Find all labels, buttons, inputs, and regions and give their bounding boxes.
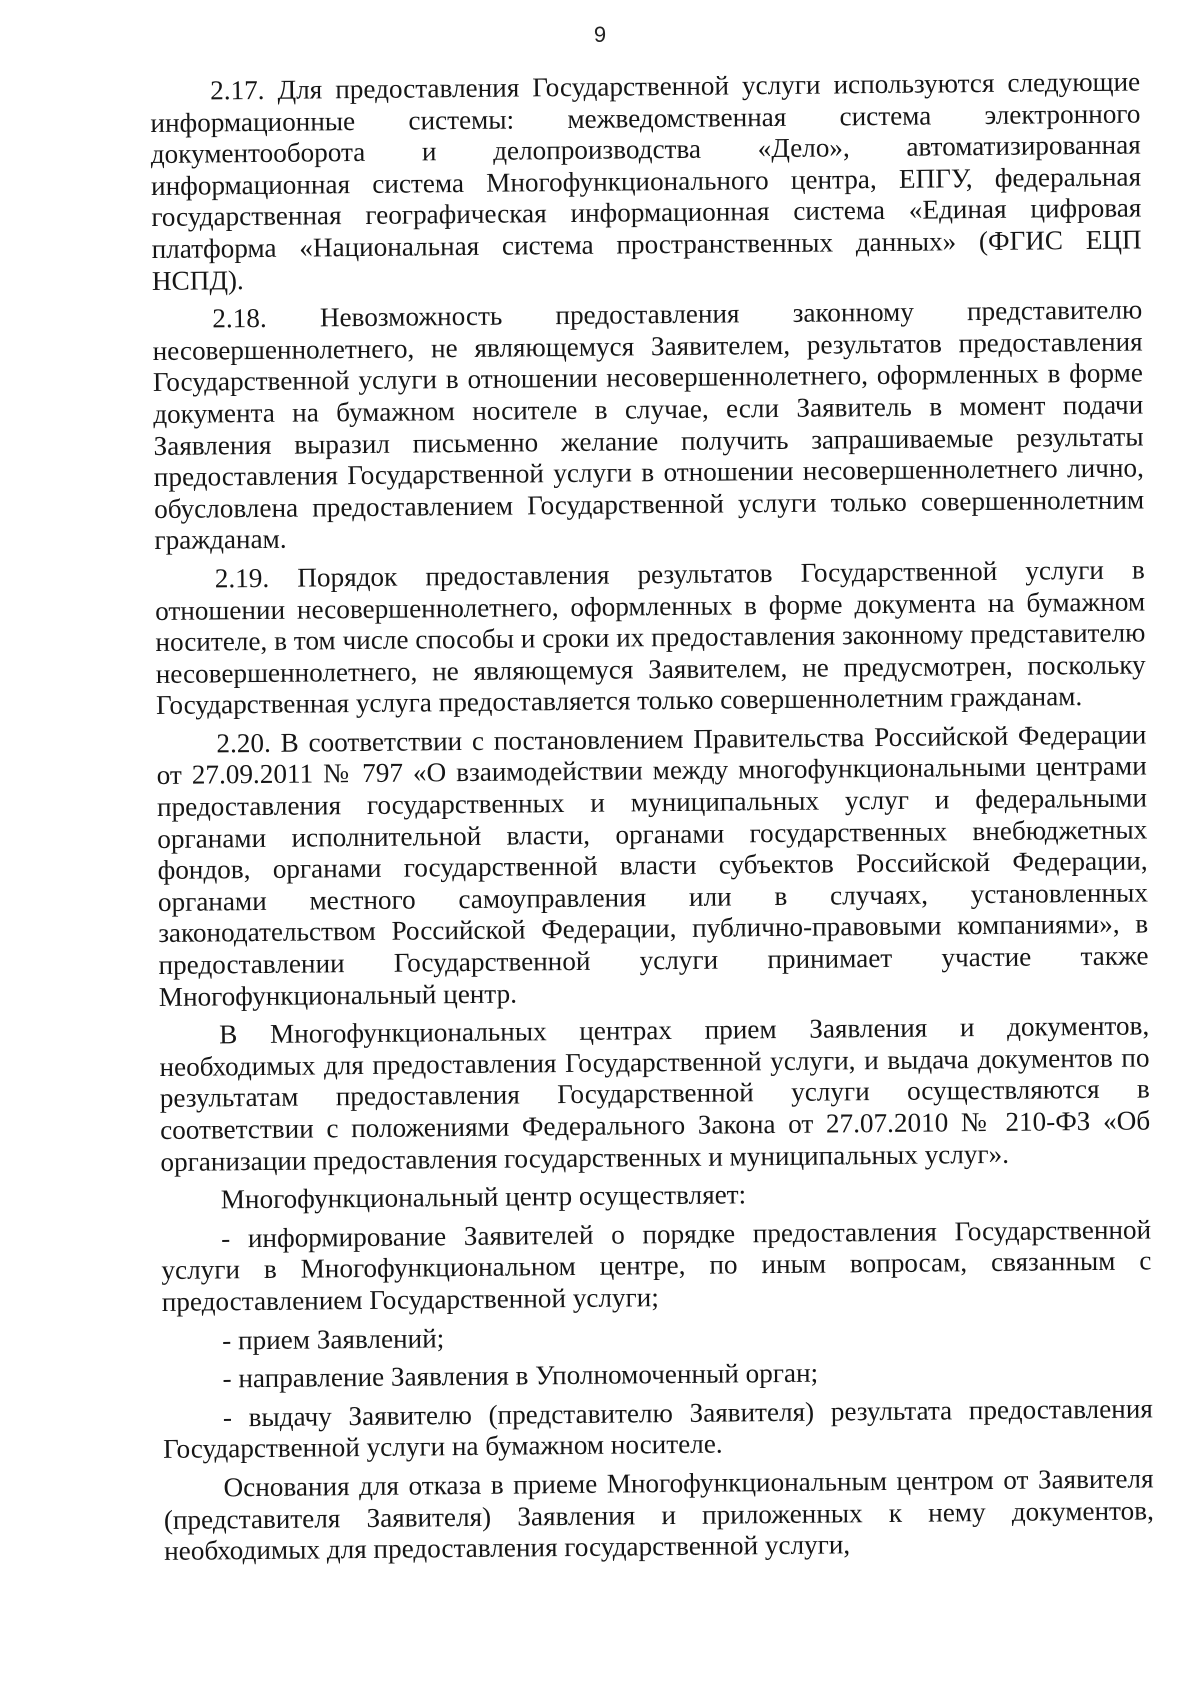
paragraph-2-17: 2.17. Для предоставления Государственной услуги используются следующие информационные системы: межведомственная система электронного документооборота и делопроизводства «Дело», автоматизированная информационная система Многофункционального центра, ЕПГУ, федеральная государственная географическая информационная система «Единая цифровая платформа «Национальная система пространственных данных» (ФГИС ЕЦП НСПД). <box>150 66 1142 296</box>
paragraph-mfc-reception: В Многофункциональных центрах прием Заявления и документов, необходимых для предоставления Государственной услуги, и выдача документов по результатам предоставления Государственной услуги осуществляются в соответствии с положениями Федерального Закона от 27.07.2010 № 210-ФЗ «Об организации предоставления государственных и муниципальных услуг». <box>159 1010 1151 1177</box>
paragraph-mfc-functions-intro: Многофункциональный центр осуществляет: <box>220 1179 747 1215</box>
list-item-forwarding: - направление Заявления в Уполномоченный орган; <box>222 1357 819 1394</box>
page-number: 9 <box>593 22 607 47</box>
document-body <box>150 66 1154 1574</box>
paragraph-2-20: 2.20. В соответствии с постановлением Правительства Российской Федерации от 27.09.2011 № 797 «О взаимодействии между многофункциональными центрами предоставления государственных и муниципальных услуг и федеральными органами исполнительной власти, органами государственных внебюджетных фондов, органами государственной власти субъектов Российской Федерации, органами местного самоуправления или в случаях, установленных законодательством Российской Федерации, публично-правовыми компаниями», в предоставлении Государственной услуги принимает участие также Многофункциональный центр. <box>156 719 1149 1012</box>
paragraph-refusal-grounds: Основания для отказа в приеме Многофункциональным центром от Заявителя (представителя Заявителя) Заявления и приложенных к нему документов, необходимых для предоставления государственной услуги, <box>163 1463 1154 1567</box>
list-item-issuance: - выдачу Заявителю (представителю Заявителя) результата предоставления Государственной услуги на бумажном носителе. <box>163 1393 1153 1465</box>
list-item-informing: - информирование Заявителей о порядке предоставления Государственной услуги в Многофункциональном центре, по иным вопросам, связанным с предоставлением Государственной услуги; <box>161 1214 1152 1317</box>
paragraph-2-18: 2.18. Невозможность предоставления законному представителю несовершеннолетнего, не являющемуся Заявителем, результатов предоставления Государственной услуги в отношении несовершеннолетнего, оформленных в форме документа на бумажном носителе в случае, если Заявитель в момент подачи Заявления выразил письменно желание получить запрашиваемые результаты предоставления Государственной услуги в отношении несовершеннолетнего лично, обусловлена предоставлением Государственной услуги только совершеннолетним гражданам. <box>152 294 1145 556</box>
paragraph-2-19: 2.19. Порядок предоставления результатов Государственной услуги в отношении несовершеннолетнего, оформленных в форме документа на бумажном носителе, в том числе способы и сроки их предоставления законному представителю несовершеннолетнего, не являющемуся Заявителем, не предусмотрен, поскольку Государственная услуга предоставляется только совершеннолетним гражданам. <box>154 554 1146 721</box>
list-item-reception: - прием Заявлений; <box>221 1322 445 1355</box>
